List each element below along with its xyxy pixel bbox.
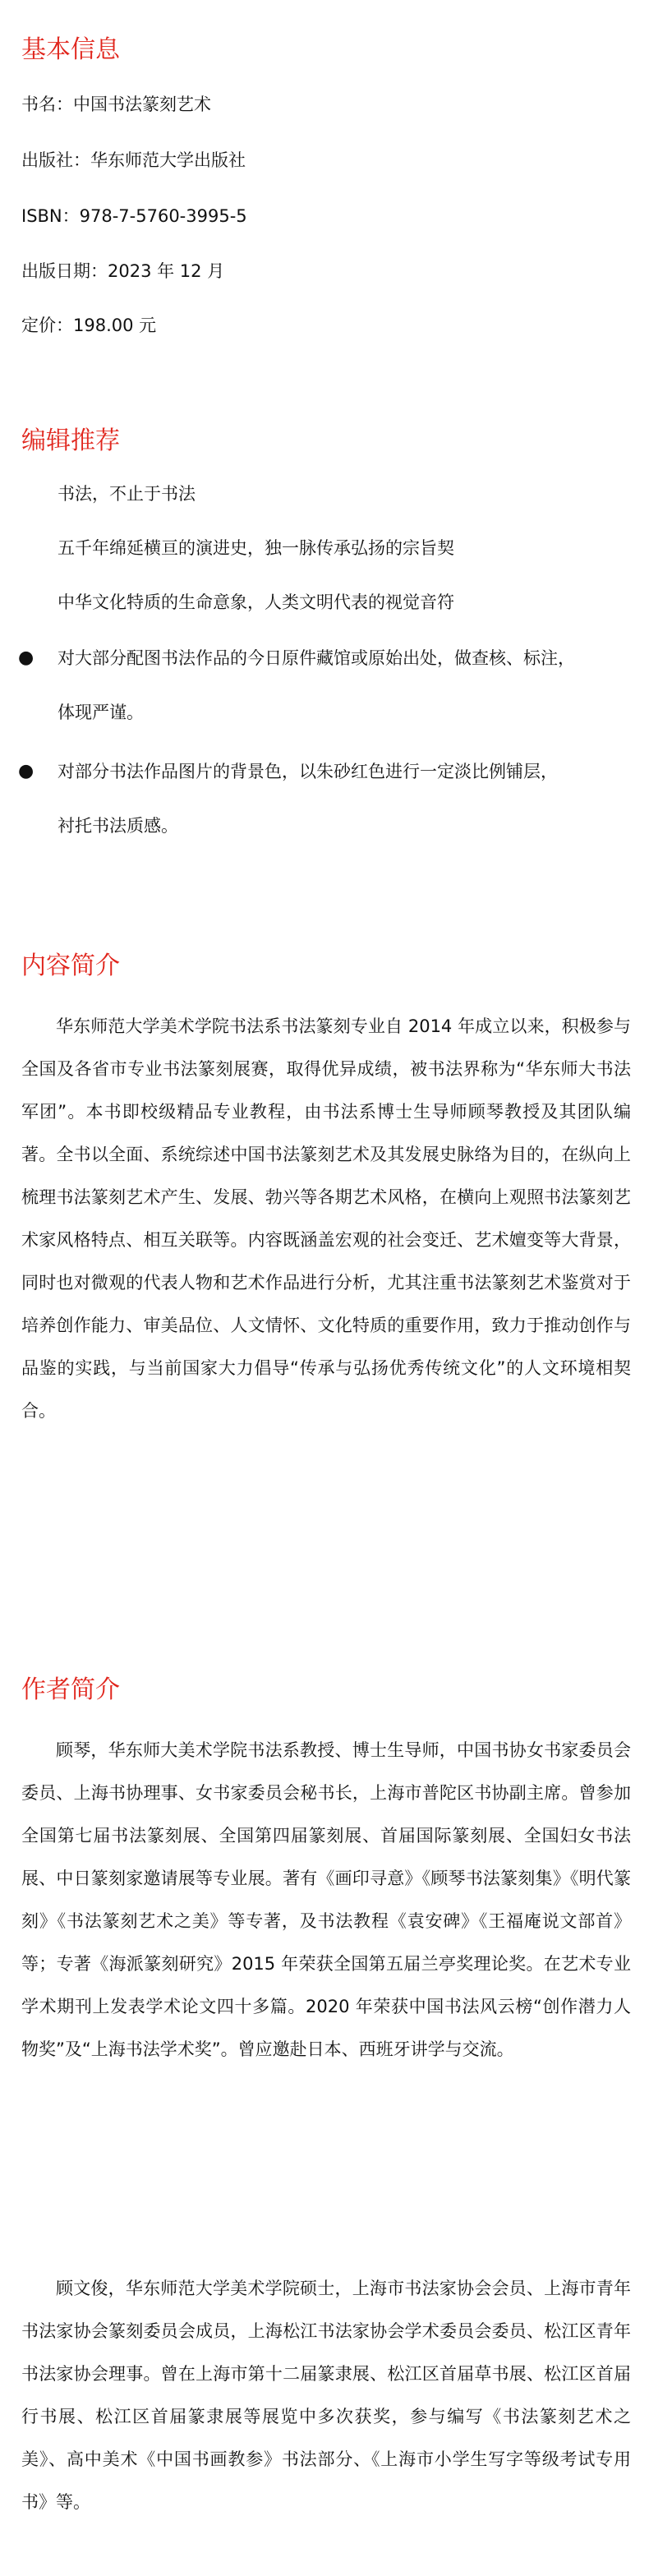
bullet-icon: ●	[18, 647, 35, 668]
author-paragraph: 顾文俊，华东师范大学美术学院硕士，上海市书法家协会会员、上海市青年书法家协会篆刻委员会成员，上海松江书法家协会学术委员会委员、松江区青年书法家协会理事。曾在上海市第十二届篆隶展、松江区首届草书展、松江区首届行书展、松江区首届篆隶展等展览中多次获奖，参与编写《书法篆刻艺术之美》、高中美术《中国书画教参》书法部分、《上海市小学生写字等级考试专用书》等。	[21, 2279, 631, 2512]
recommend-bullet-line: 对部分书法作品图片的背景色，以朱砂红色进行一定淡比例铺层，	[58, 762, 558, 781]
recommend-line: 中华文化特质的生命意象，人类文明代表的视觉音符	[58, 592, 454, 612]
summary-paragraph: 华东师范大学美术学院书法系书法篆刻专业自 2014 年成立以来，积极参与全国及各省市专业书法篆刻展赛，取得优异成绩，被书法界称为“华东师大书法军团”。本书即校级精品专业教程，由书法系博士生导师顾琴教授及其团队编著。全书以全面、系统综述中国书法篆刻艺术及其发展史脉络为目的，在纵向上梳理书法篆刻艺术产生、发展、勃兴等各期艺术风格，在横向上观照书法篆刻艺术家风格特点、相互关联等。内容既涵盖宏观的社会变迁、艺术嬗变等大背景，同时也对微观的代表人物和艺术作品进行分析，尤其注重书法篆刻艺术鉴赏对于培养创作能力、审美品位、人文情怀、文化特质的重要作用，致力于推动创作与品鉴的实践，与当前国家大力倡导“传承与弘扬优秀传统文化”的人文环境相契合。	[21, 1016, 631, 1421]
recommend-bullet-line: 对大部分配图书法作品的今日原件藏馆或原始出处，做查核、标注，	[58, 648, 575, 668]
field-price: 定价：198.00 元	[21, 316, 157, 335]
section-heading-basic-info: 基本信息	[21, 35, 120, 64]
recommend-bullet-line: 衬托书法质感。	[58, 816, 178, 836]
recommend-bullet-line: 体现严谨。	[58, 703, 144, 722]
field-publish-date: 出版日期：2023 年 12 月	[21, 261, 225, 281]
section-heading-recommend: 编辑推荐	[21, 426, 120, 455]
field-title: 书名：中国书法篆刻艺术	[21, 94, 211, 114]
author-paragraph: 顾琴，华东师大美术学院书法系教授、博士生导师，中国书协女书家委员会委员、上海书协理事、女书家委员会秘书长，上海市普陀区书协副主席。曾参加全国第七届书法篆刻展、全国第四届篆刻展、首届国际篆刻展、全国妇女书法展、中日篆刻家邀请展等专业展。著有《画印寻意》《顾琴书法篆刻集》《明代篆刻》《书法篆刻艺术之美》等专著，及书法教程《袁安碑》《王福庵说文部首》等；专著《海派篆刻研究》2015 年荣获全国第五届兰亭奖理论奖。在艺术专业学术期刊上发表学术论文四十多篇。2020 年荣获中国书法风云榜“创作潜力人物奖”及“上海书法学术奖”。曾应邀赴日本、西班牙讲学与交流。	[21, 1740, 631, 2059]
recommend-line: 五千年绵延横亘的演进史，独一脉传承弘扬的宗旨契	[58, 538, 454, 558]
field-publisher: 出版社：华东师范大学出版社	[21, 150, 246, 170]
section-heading-authors: 作者简介	[21, 1675, 120, 1704]
section-heading-summary: 内容简介	[21, 952, 120, 980]
bullet-icon: ●	[18, 761, 35, 781]
recommend-line: 书法，不止于书法	[58, 484, 196, 504]
field-isbn: ISBN：978-7-5760-3995-5	[21, 206, 247, 226]
